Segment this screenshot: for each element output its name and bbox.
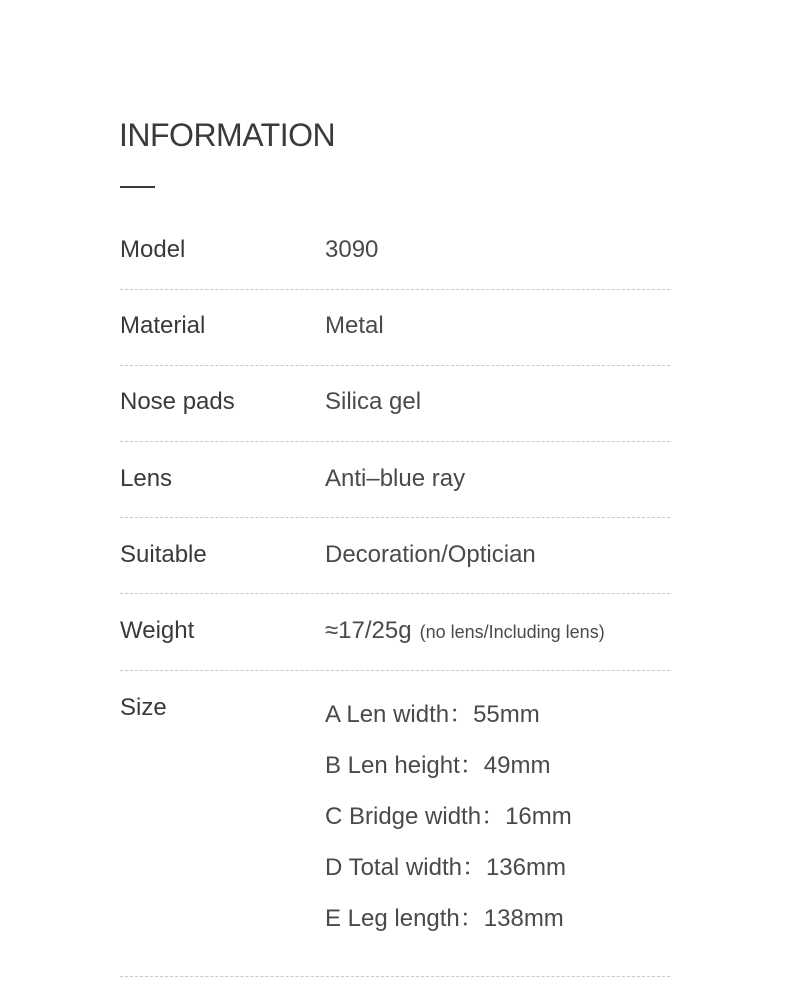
spec-value: Silica gel — [325, 388, 422, 415]
size-line: D Total width：136mm — [325, 854, 566, 881]
title-underline — [120, 186, 155, 188]
size-line: E Leg length：138mm — [325, 905, 564, 932]
spec-label: Material — [120, 312, 206, 339]
weight-note: (no lens/Including lens) — [419, 622, 605, 642]
row-divider — [120, 441, 670, 442]
weight-value: ≈17/25g — [325, 617, 412, 644]
spec-value: 3090 — [325, 236, 379, 263]
spec-label: Lens — [120, 465, 173, 492]
spec-value: Metal — [325, 312, 384, 339]
spec-label: Weight — [120, 617, 195, 644]
size-line: A Len width：55mm — [325, 701, 540, 728]
spec-label: Nose pads — [120, 388, 235, 415]
size-line: C Bridge width：16mm — [325, 803, 572, 830]
row-divider — [120, 976, 670, 977]
size-line: B Len height：49mm — [325, 752, 551, 779]
row-divider — [120, 670, 670, 671]
row-divider — [120, 365, 670, 366]
spec-label: Size — [120, 694, 167, 721]
row-divider — [120, 593, 670, 594]
page-title: INFORMATION — [119, 117, 336, 153]
spec-label: Suitable — [120, 541, 207, 568]
spec-label: Model — [120, 236, 186, 263]
spec-value: Anti–blue ray — [325, 465, 466, 492]
row-divider — [120, 517, 670, 518]
spec-value — [325, 617, 605, 645]
row-divider — [120, 289, 670, 290]
spec-value: Decoration/Optician — [325, 541, 536, 568]
